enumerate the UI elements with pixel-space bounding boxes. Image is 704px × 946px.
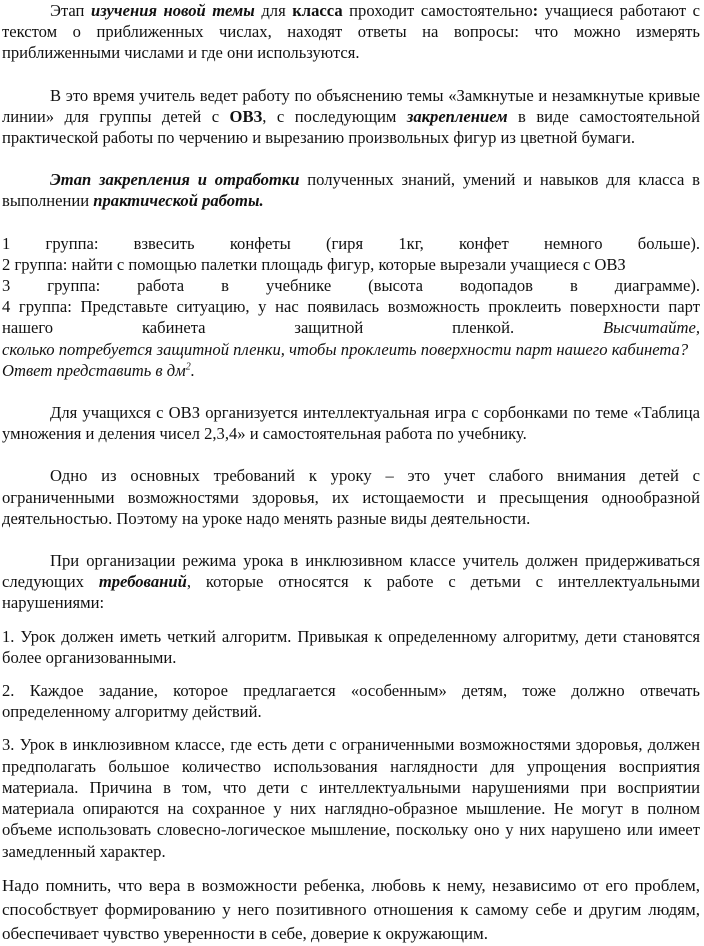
- group-4-answer: [2, 360, 700, 381]
- paragraph-requirements: [2, 550, 700, 614]
- groups-list: [2, 233, 700, 381]
- text-run: полученных знаний, умений и навыков для класса в выполнении: [2, 170, 700, 211]
- emphasis-question: сколько потребуется защитной пленки, чтобы проклеить поверхности парт нашего кабинета?: [2, 339, 689, 359]
- text-run: Этап: [50, 1, 91, 20]
- paragraph-intro: [2, 0, 700, 64]
- group-4-question: [2, 339, 700, 360]
- emphasis-stage: Этап закрепления и отработки: [50, 170, 300, 190]
- text-run: для: [254, 1, 293, 20]
- text-run: в виде самостоятельной практической работы по черчению и вырезанию произвольных фигур из цветной бумаги.: [2, 106, 700, 148]
- emphasis-class: класса: [292, 1, 343, 20]
- group-2: 2 группа: найти с помощью палетки площадь фигур, которые вырезали учащиеся с ОВЗ: [2, 254, 626, 274]
- text-run: , которые относятся к работе с детьми с интеллектуальными нарушениями:: [2, 572, 700, 613]
- requirement-item-1: 1. Урок должен иметь четкий алгоритм. Привыкая к определенному алгоритму, дети становятся более организованными.: [2, 626, 700, 667]
- emphasis-practical-work: практической работы.: [93, 191, 264, 211]
- paragraph-stage: [2, 169, 700, 211]
- emphasis-consolidation: закреплением: [406, 106, 508, 126]
- paragraph-teacher: [2, 85, 700, 149]
- emphasis-new-topic: изучения новой темы: [90, 1, 255, 20]
- emphasis-ovz: ОВЗ: [229, 106, 263, 126]
- text-run: В это время учитель ведет работу по объяснению темы «Замкнутые и незамкнутые кривые линии» для группы детей с: [2, 85, 700, 126]
- colon: :: [532, 1, 539, 20]
- text-run: .: [190, 360, 195, 380]
- paragraph-attention: Одно из основных требований к уроку – это учет слабого внимания детей с ограниченными возможностями здоровья, их истощаемости и пресыщения однообразной деятельностью. Поэтому на уроке надо менять разные виды деятельности.: [2, 466, 700, 528]
- group-4: [2, 296, 700, 338]
- emphasis-answer: Ответ представить в дм: [2, 360, 186, 380]
- text-run: , с последующим: [262, 106, 407, 126]
- group-1: 1 группа: взвесить конфеты (гиря 1кг, конфет немного больше).: [2, 233, 700, 253]
- text-run: проходит самостоятельно: [342, 1, 533, 20]
- emphasis-requirements: требований: [98, 572, 187, 592]
- group-3: 3 группа: работа в учебнике (высота водопадов в диаграмме).: [2, 276, 700, 296]
- paragraph-ovz-game: Для учащихся с ОВЗ организуется интеллектуальная игра с сорбонками по теме «Таблица умножения и деления чисел 2,3,4» и самостоятельная работа по учебнику.: [2, 403, 700, 444]
- emphasis-calculate: Высчитайте,: [602, 318, 700, 338]
- requirement-item-2: 2. Каждое задание, которое предлагается «особенным» детям, тоже должно отвечать определенному алгоритму действий.: [2, 681, 700, 722]
- paragraph-closing: Надо помнить, что вера в возможности ребенка, любовь к нему, независимо от его проблем, способствует формированию у него позитивного отношения к самому себе и другим людям, обеспечивает чувство уверенности в себе, доверие к окружающим.: [2, 875, 700, 943]
- text-run: учащиеся работают с текстом о приближенных числах, находят ответы на вопросы: что можно измерять приближенными числами и где они используются.: [2, 1, 700, 63]
- text-run: 4 группа: Представьте ситуацию, у нас появилась возможность проклеить поверхности парт нашего кабинета защитной пленкой.: [2, 297, 700, 338]
- superscript: 2: [185, 361, 191, 373]
- text-run: При организации режима урока в инклюзивном классе учитель должен придерживаться следующих: [2, 551, 700, 592]
- requirement-item-3: 3. Урок в инклюзивном классе, где есть дети с ограниченными возможностями здоровья, должен предполагать большое количество использования наглядности для упрощения восприятия материала. Причина в том, что дети с интеллектуальными нарушениями при восприятии материала опираются на сохранное у них наглядно-образное мышление. Не могут в полном объеме использовать словесно-логическое мышление, поскольку оно у них нарушено или имеет замедленный характер.: [2, 735, 700, 861]
